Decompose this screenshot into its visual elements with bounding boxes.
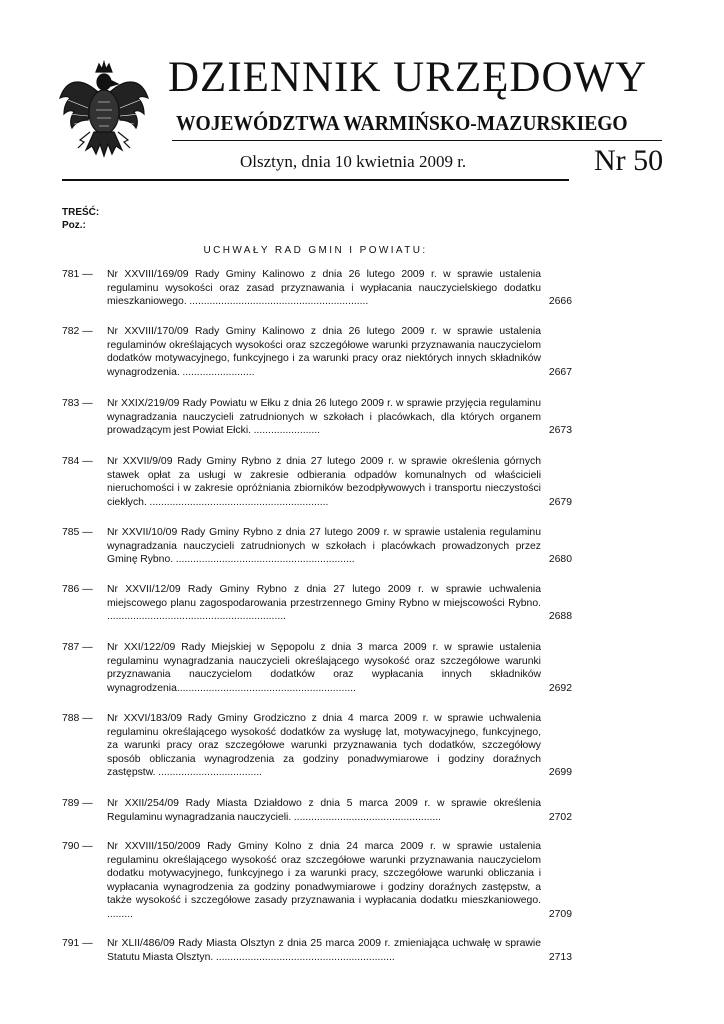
entry-number: 787 — (62, 642, 93, 653)
entry-page: 2699 (548, 767, 572, 778)
toc-entry-787 (62, 641, 572, 695)
header-thick-rule (62, 179, 569, 181)
entry-number: 785 — (62, 527, 93, 538)
toc-entry-781 (62, 268, 572, 309)
toc-label: TREŚĆ: (62, 207, 100, 218)
toc-heading (62, 206, 99, 232)
entry-page: 2688 (548, 611, 572, 622)
toc-entry-785 (62, 526, 572, 567)
toc-entry-783 (62, 397, 572, 438)
entry-text: Nr XXVII/9/09 Rady Gminy Rybno z dnia 27 lutego 2009 r. w sprawie określenia górnych stawek opłat za usługi w zakresie odbierania odpadów komunalnych od właścicieli nieruchomości i w zakresie opróżniania zbiorników bezodpływowych i transportu nieczystości ciekłych. .............................................................. (107, 456, 541, 508)
entry-number: 782 — (62, 326, 93, 337)
entry-page: 2673 (548, 425, 572, 436)
entry-text: Nr XXI/122/09 Rady Miejskiej w Sępopolu z dnia 3 marca 2009 r. w sprawie ustalenia regulaminu wynagradzania nauczycieli określającego wysokość oraz szczegółowe warunki przyznawania nauczycielom dodatków oraz wypłacania innych składników wynagrodzenia.............................................................. (107, 642, 541, 694)
entry-page: 2680 (548, 554, 572, 565)
entry-number: 791 — (62, 938, 93, 949)
polish-eagle-emblem-icon (58, 58, 150, 166)
section-title: UCHWAŁY RAD GMIN I POWIATU: (203, 245, 428, 256)
entry-number: 789 — (62, 798, 93, 809)
issue-dateline: Olsztyn, dnia 10 kwietnia 2009 r. (240, 152, 467, 171)
toc-entry-791 (62, 937, 572, 964)
entry-number: 784 — (62, 456, 93, 467)
entry-number: 783 — (62, 398, 93, 409)
issue-number: Nr 50 (594, 144, 664, 177)
entry-text: Nr XXIX/219/09 Rady Powiatu w Ełku z dnia 26 lutego 2009 r. w sprawie przyjęcia regulaminu wynagradzania nauczycieli zatrudnionych w szkołach i placówkach, dla których organem prowadzącym jest Powiat Ełcki. ....................... (107, 398, 541, 436)
entry-page: 2679 (548, 496, 572, 508)
entry-number: 781 — (62, 269, 93, 280)
entry-number: 786 — (62, 584, 93, 595)
entry-text: Nr XXVIII/170/09 Rady Gminy Kalinowo z dnia 26 lutego 2009 r. w sprawie ustalenia regulaminów określających wysokości oraz szczegółowe warunki przyznawania nauczycielom dodatków motywacyjnego, funkcyjnego i za warunki pracy oraz niektórych innych składników wynagrodzenia. ......................... (107, 326, 541, 378)
entry-page: 2692 (548, 682, 572, 694)
toc-entry-784 (62, 455, 572, 509)
toc-entry-788 (62, 712, 572, 780)
toc-entry-789 (62, 797, 572, 824)
entry-page: 2709 (548, 908, 572, 920)
entry-number: 790 — (62, 841, 93, 852)
entry-page: 2713 (548, 951, 572, 963)
entry-text: Nr XLII/486/09 Rady Miasta Olsztyn z dnia 25 marca 2009 r. zmieniająca uchwałę w sprawie Statutu Miasta Olsztyn. .............................................................. (107, 938, 541, 963)
toc-poz-label: Poz.: (62, 220, 86, 231)
entry-text: Nr XXVIII/150/2009 Rady Gminy Kolno z dnia 24 marca 2009 r. w sprawie ustalenia regulaminu określającego wysokość oraz szczegółowe warunki przyznawania nauczycielom dodatku motywacyjnego, funkcyjnego i za warunki pracy, szczegółowe warunki obliczania i wypłacania wynagrodzenia za godziny ponadwymiarowe i godziny doraźnych zastępstw, a także wysokość i szczegółowe zasady przyznawania i wypłacania dodatku mieszkaniowego. ......... (107, 841, 541, 920)
journal-subtitle: WOJEWÓDZTWA WARMIŃSKO-MAZURSKIEGO (176, 111, 628, 135)
journal-title: DZIENNIK URZĘDOWY (168, 54, 648, 101)
entry-text: Nr XXII/254/09 Rady Miasta Działdowo z dnia 5 marca 2009 r. w sprawie określenia Regulaminu wynagradzania nauczycieli. ................................................... (107, 798, 541, 823)
entry-number: 788 — (62, 713, 93, 724)
entry-text: Nr XXVII/12/09 Rady Gminy Rybno z dnia 27 lutego 2009 r. w sprawie uchwalenia miejscowego planu zagospodarowania przestrzennego Gminy Rybno w miejscowości Rybno. .............................................................. (107, 584, 541, 622)
entry-text: Nr XXVIII/169/09 Rady Gminy Kalinowo z dnia 26 lutego 2009 r. w sprawie ustalenia regulaminu wysokości oraz zasad przyznawania i wypłacania nauczycielskiego dodatku mieszkaniowego. .............................................................. (107, 269, 541, 307)
toc-entry-786 (62, 583, 572, 624)
entry-page: 2702 (548, 811, 572, 823)
toc-entry-790 (62, 840, 572, 921)
entry-text: Nr XXVII/10/09 Rady Gminy Rybno z dnia 27 lutego 2009 r. w sprawie ustalenia regulaminu wynagradzania nauczycieli zatrudnionych w szkołach i placówkach prowadzonych przez Gminę Rybno. .............................................................. (107, 527, 541, 565)
toc-entry-782 (62, 325, 572, 379)
entry-text: Nr XXVI/183/09 Rady Gminy Grodziczno z dnia 4 marca 2009 r. w sprawie uchwalenia regulaminu określającego wysokość dodatków za wysługę lat, motywacyjnego, funkcyjnego, za warunki pracy oraz szczegółowe warunki przyznawania tych dodatków, szczegółowy sposób obliczania wynagrodzenia za godziny ponadwymiarowe i godziny doraźnych zastępstw. .................................... (107, 713, 541, 778)
entry-page: 2667 (548, 366, 572, 378)
header-rule (172, 140, 662, 141)
entry-page: 2666 (548, 296, 572, 307)
